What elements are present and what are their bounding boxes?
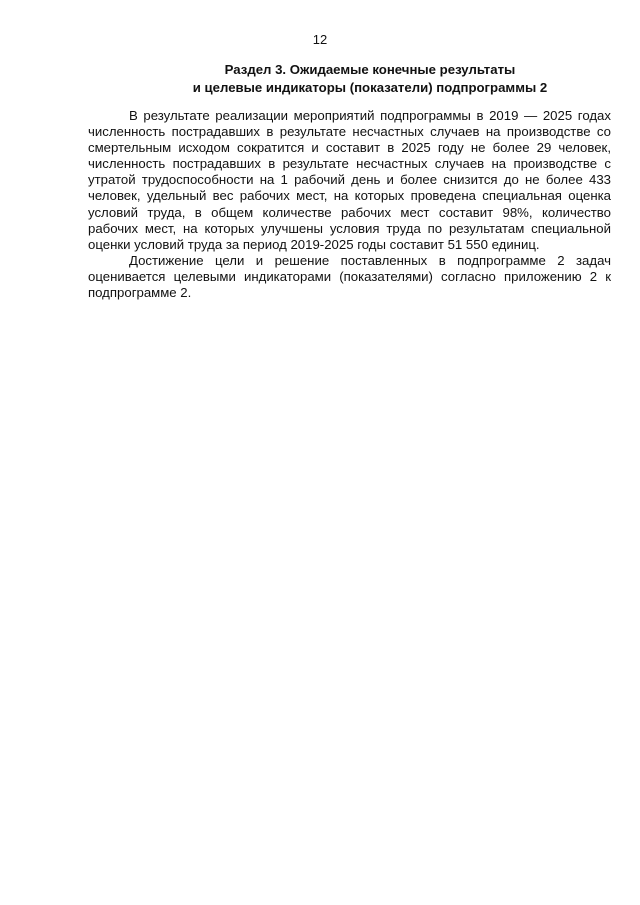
paragraph-results: В результате реализации мероприятий подпрограммы в 2019 — 2025 годах численность пострадавших в результате несчастных случаев на производстве со смертельным исходом сократится и составит в 2025 году не более 29 человек, численность пострадавших в результате несчастных случаев на производстве с утратой трудоспособности на 1 рабочий день и более снизится до не более 433 человек, удельный вес рабочих мест, на которых проведена специальная оценка условий труда, в общем количестве рабочих мест составит 98%, количество рабочих мест, на которых улучшены условия труда по результатам специальной оценки условий труда за период 2019-2025 годы составит 51 550 единиц. <box>88 108 611 252</box>
page-number: 12 <box>312 32 328 47</box>
body-text <box>88 108 611 301</box>
section-heading-line-1: Раздел 3. Ожидаемые конечные результаты <box>224 62 516 77</box>
section-heading-line-2: и целевые индикаторы (показатели) подпрограммы 2 <box>192 80 548 95</box>
paragraph-indicators: Достижение цели и решение поставленных в подпрограмме 2 задач оценивается целевыми индикаторами (показателями) согласно приложению 2 к подпрограмме 2. <box>88 252 611 301</box>
section-heading <box>130 61 610 97</box>
